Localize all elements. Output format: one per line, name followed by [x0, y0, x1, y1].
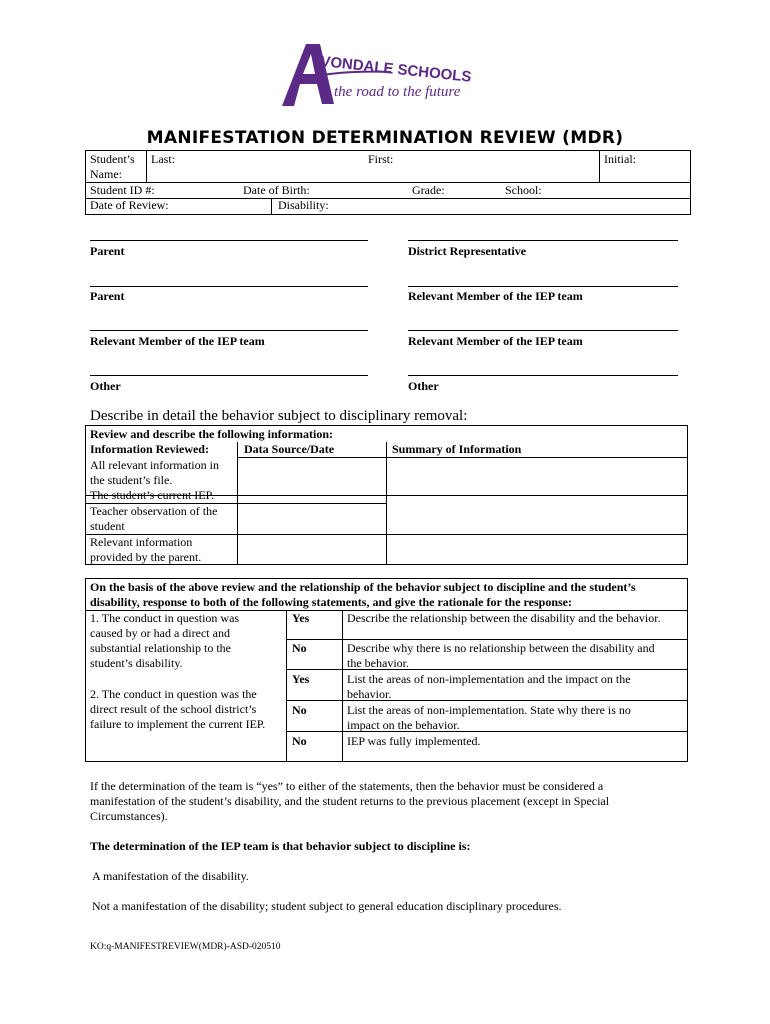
review-date-field[interactable]: Date of Review: [90, 198, 169, 212]
avondale-schools-logo [276, 40, 506, 110]
page-title: MANIFESTATION DETERMINATION REVIEW (MDR) [146, 128, 624, 148]
col-header-summary: Summary of Information [392, 442, 522, 456]
determination-heading: The determination of the IEP team is that behavior subject to discipline is: [90, 839, 471, 853]
determination-intro: On the basis of the above review and the relationship of the behavior subject to discipline and the student’s disability, response to both of the following statements, and give the rationale for the response: [90, 580, 636, 609]
review-row-4: Relevant information provided by the parent. [90, 535, 202, 564]
conclusion-paragraph: If the determination of the team is “yes” to either of the statements, then the behavior must be considered a manifestation of the student’s disability, and the student returns to the previous placement (except in Special Circumstances). [90, 779, 610, 823]
signature-line[interactable] [408, 375, 678, 376]
signature-line[interactable] [90, 375, 368, 376]
student-id-field[interactable]: Student ID #: [90, 183, 155, 197]
review-table-heading: Review and describe the following information: [90, 427, 333, 441]
signature-line[interactable] [90, 330, 368, 331]
logo-tagline: the road to the future [334, 84, 461, 100]
disability-field[interactable]: Disability: [278, 198, 329, 212]
signature-label-other-1: Other [90, 379, 121, 393]
signature-label-district-rep: District Representative [408, 244, 527, 258]
school-field[interactable]: School: [505, 183, 542, 197]
statement2-no-implemented-text: IEP was fully implemented. [347, 734, 481, 748]
manifestation-option[interactable]: A manifestation of the disability. [92, 869, 249, 883]
grade-field[interactable]: Grade: [412, 183, 445, 197]
col-header-data-source: Data Source/Date [244, 442, 335, 456]
statement1-no-rationale: Describe why there is no relationship between the disability and the behavior. [347, 641, 655, 670]
col-header-information-reviewed: Information Reviewed: [90, 442, 209, 456]
initial-field[interactable]: Initial: [604, 152, 636, 166]
signature-line[interactable] [408, 286, 678, 287]
review-row-3: Teacher observation of the student [90, 504, 218, 533]
statement2-yes-rationale: List the areas of non-implementation and the impact on the behavior. [347, 672, 631, 701]
signature-label-parent-2: Parent [90, 289, 125, 303]
statement2-no-implemented-option[interactable]: No [292, 734, 307, 748]
statement1-yes-rationale: Describe the relationship between the disability and the behavior. [347, 611, 661, 625]
behavior-heading: Describe in detail the behavior subject to disciplinary removal: [90, 408, 468, 424]
signature-line[interactable] [90, 286, 368, 287]
statement2-no-option[interactable]: No [292, 703, 307, 717]
signature-line[interactable] [408, 330, 678, 331]
statement-2: 2. The conduct in question was the direct result of the school district’s failure to implement the current IEP. [90, 687, 266, 731]
statement1-no-option[interactable]: No [292, 641, 307, 655]
statement2-yes-option[interactable]: Yes [292, 672, 310, 686]
statement-1: 1. The conduct in question was caused by or had a direct and substantial relationship to the student’s disability. [90, 611, 240, 670]
first-name-field[interactable]: First: [368, 152, 394, 166]
signature-line[interactable] [90, 240, 368, 241]
last-name-field[interactable]: Last: [151, 152, 175, 166]
signature-line[interactable] [408, 240, 678, 241]
signature-label-iep-member-1: Relevant Member of the IEP team [408, 289, 583, 303]
statement1-yes-option[interactable]: Yes [292, 611, 310, 625]
review-row-2: The student’s current IEP. [90, 488, 214, 502]
review-row-1: All relevant information in the student’s file. [90, 458, 219, 487]
statement2-no-rationale: List the areas of non-implementation. State why there is no impact on the behavior. [347, 703, 631, 732]
signature-label-iep-member-3: Relevant Member of the IEP team [408, 334, 583, 348]
logo-brand-name: VONDALE SCHOOLS [319, 53, 473, 86]
footer-doc-code: KO:q-MANIFESTREVIEW(MDR)-ASD-020510 [90, 942, 281, 952]
signature-label-iep-member-2: Relevant Member of the IEP team [90, 334, 265, 348]
signature-label-parent-1: Parent [90, 244, 125, 258]
signature-label-other-2: Other [408, 379, 439, 393]
logo-graphic [276, 40, 506, 110]
student-name-label: Student’s Name: [90, 152, 135, 181]
not-manifestation-option[interactable]: Not a manifestation of the disability; student subject to general education disciplinary procedures. [92, 899, 562, 913]
dob-field[interactable]: Date of Birth: [243, 183, 310, 197]
